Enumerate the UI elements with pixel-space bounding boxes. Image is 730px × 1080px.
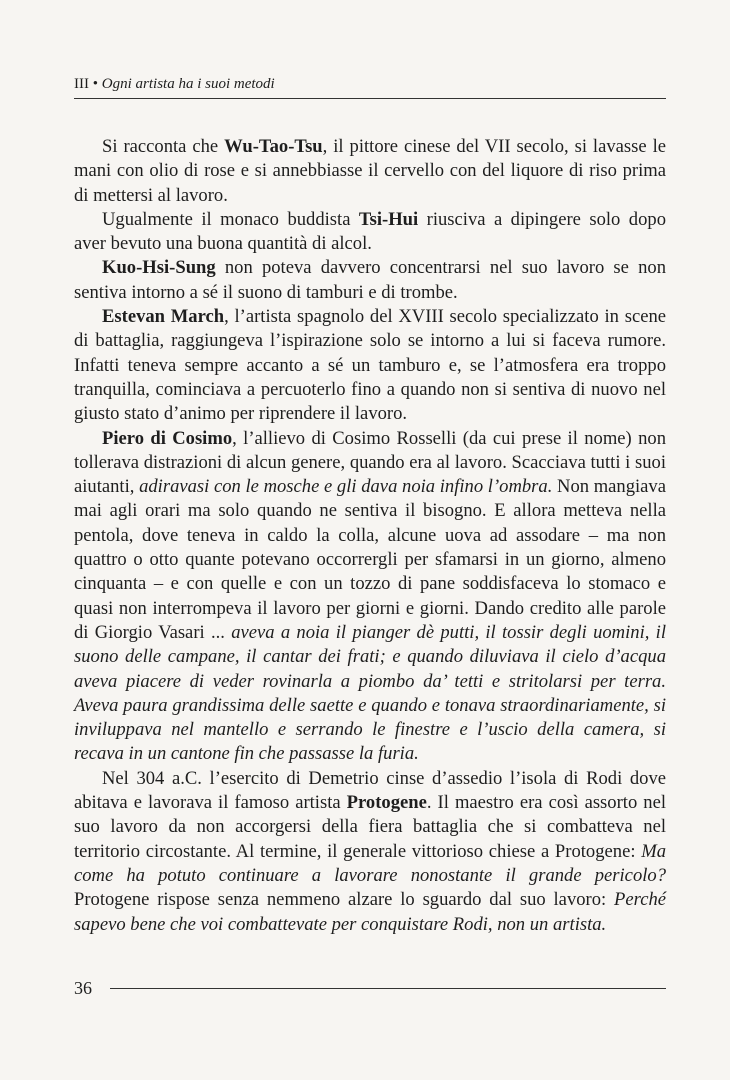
italic-quote: Perché sapevo bene che voi combattevate per conquistare Rodi, non un artista.: [74, 889, 666, 935]
page-number: 36: [74, 978, 92, 998]
text-run: Si racconta che: [102, 136, 225, 157]
chapter-title: Ogni artista ha i suoi metodi: [101, 76, 275, 92]
text-run: Non mangiava mai agli orari ma solo quando ne sentiva il bisogno. E allora metteva nella pentola, dove teneva in caldo la colla, alcune uova ad assodare – ma non quattro o otto quante potevano occorrergli per sfamarsi in un giorno, almeno cinquanta – e con quelle e con un tozzo di pane soddisfaceva lo stomaco e quasi non interrompeva il lavoro per giorni e giorni. Dando credito alle parole di Giorgio Vasari ...: [74, 476, 666, 643]
text-run: Ugualmente il monaco buddista: [102, 208, 359, 230]
bold-name: Tsi-Hui: [358, 208, 419, 230]
text-run: , l’allievo di Cosimo Rosselli (da cui prese il nome) non tollerava distrazioni di alcun genere, quando era al lavoro. Scacciava tutti i suoi aiutanti,: [74, 427, 666, 498]
paragraph: [74, 767, 666, 937]
body-text: [74, 135, 666, 937]
header-separator: •: [92, 76, 99, 92]
paragraph: [74, 256, 666, 305]
running-header: [74, 74, 666, 94]
chapter-number: III: [74, 76, 89, 92]
paragraph: [74, 427, 666, 767]
italic-quote: adiravasi con le mosche e gli dava noia infino l’ombra.: [139, 476, 553, 498]
paragraph: [74, 208, 666, 257]
paragraph: [74, 305, 666, 426]
page-footer: [74, 976, 666, 1000]
text-run: , il pittore cinese del VII secolo, si lavasse le mani con olio di rose e si annebbiasse il cervello con del liquore di riso prima di mettersi al lavoro.: [74, 136, 666, 206]
text-run: riusciva a dipingere solo dopo aver bevuto una buona quantità di alcol.: [74, 208, 666, 255]
text-run: Nel 304 a.C. l’esercito di Demetrio cinse d’assedio l’isola di Rodi dove abitava e lavorava il famoso artista: [74, 767, 666, 814]
bold-name: Piero di Cosimo: [102, 427, 233, 449]
italic-quote: Ma come ha potuto continuare a lavorare nonostante il grande pericolo?: [74, 840, 666, 886]
paragraph: [74, 135, 666, 208]
bold-name: Protogene: [346, 792, 427, 814]
bold-name: Wu-Tao-Tsu: [224, 136, 323, 157]
bold-name: Estevan March: [102, 306, 225, 328]
header-rule: [74, 98, 666, 99]
italic-quote: aveva a noia il pianger dè putti, il tossir degli uomini, il suono delle campane, il cantar dei frati; e quando diluviava il cielo d’acqua aveva piacere di veder rovinarla a piombo da’ tetti e stritolarsi per terra. Aveva paura grandissima delle saette e quando e tonava straordinariamente, si inviluppava nel mantello e serrando le finestre e l’uscio della camera, si recava in un cantone fin che passasse la furia.: [74, 621, 667, 765]
footer-rule: [110, 988, 666, 989]
bold-name: Kuo-Hsi-Sung: [102, 257, 216, 279]
text-run: Protogene rispose senza nemmeno alzare lo sguardo dal suo lavoro:: [74, 889, 615, 911]
text-run: non poteva davvero concentrarsi nel suo lavoro se non sentiva intorno a sé il suono di tamburi e di trombe.: [74, 257, 666, 303]
text-run: , l’artista spagnolo del XVIII secolo specializzato in scene di battaglia, raggiungeva l’ispirazione solo se intorno a lui si faceva rumore. Infatti teneva sempre accanto a sé un tamburo e, se l’atmosfera era troppo tranquilla, cominciava a percuoterlo fino a quando non si sentiva di nuovo nel giusto stato d’animo per riprendere il lavoro.: [74, 306, 666, 425]
text-run: . Il maestro era così assorto nel suo lavoro da non accorgersi della fiera battaglia che si combatteva nel territorio circostante. Al termine, il generale vittorioso chiese a Protogene:: [74, 792, 666, 862]
